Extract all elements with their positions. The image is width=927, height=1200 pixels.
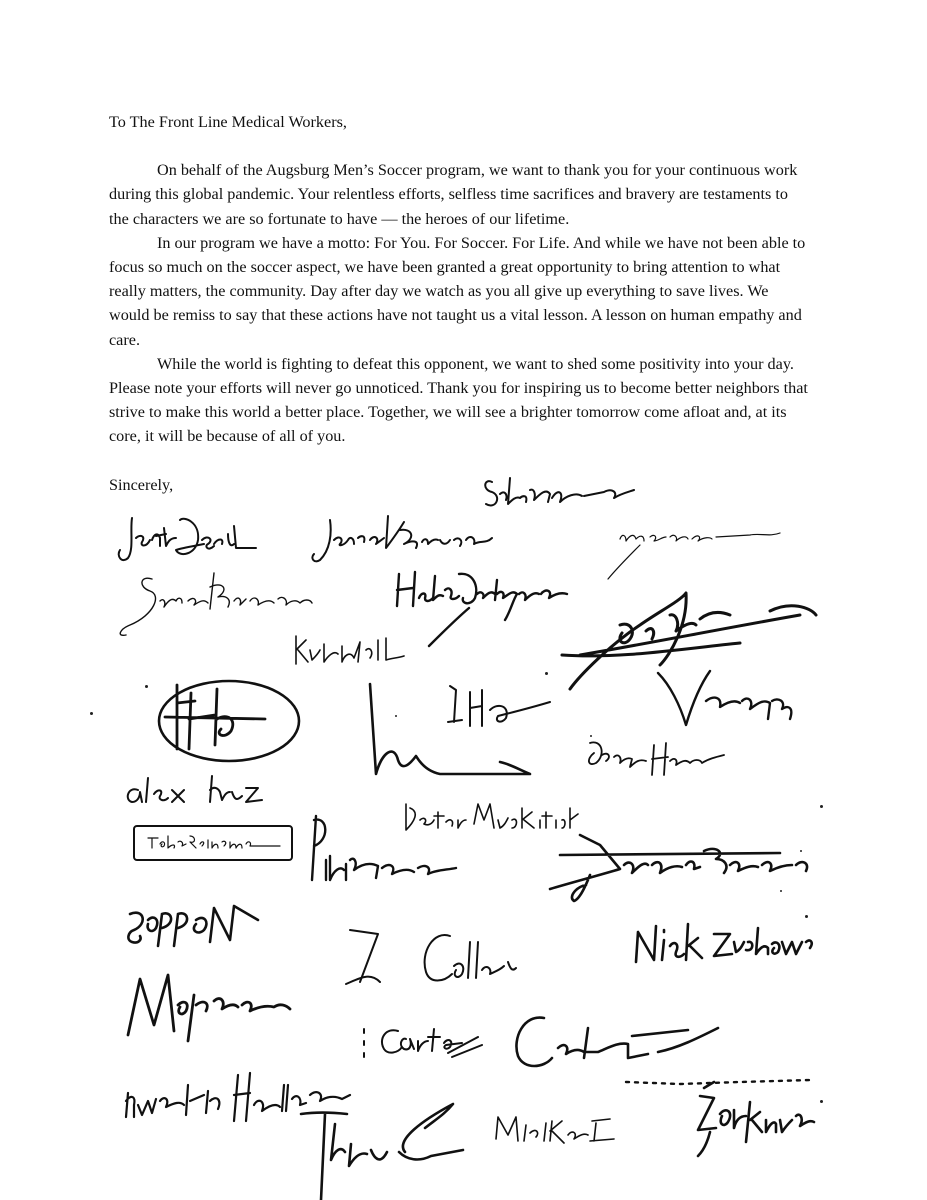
signature-kurt-noll — [290, 628, 420, 668]
closing: Sincerely, — [109, 475, 174, 494]
paragraph-3: While the world is fighting to defeat this opponent, we want to shed some positivity into your day. Please note your efforts will never go unnoticed. Thank you for inspiring us to become better neighbors that strive to make this world a better place. Together, we will see a brighter tomorrow come afloat and, at its core, it will be because of all of you. — [109, 354, 808, 446]
signature-simon-ratstan — [110, 565, 320, 645]
ink-speck — [590, 735, 592, 737]
signature-alex-ruiz — [118, 768, 278, 818]
ink-speck — [145, 685, 148, 688]
signature-nick-zuchowski — [630, 912, 820, 972]
signature-vargas — [650, 665, 800, 745]
signature-bottom-center — [295, 1090, 465, 1200]
ink-speck — [395, 715, 397, 717]
signature-oval-fh — [155, 675, 305, 770]
signature-area — [0, 460, 927, 1200]
paragraph-1: On behalf of the Augsburg Men’s Soccer program, we want to thank you for your continuous work during this global pandemic. Your relentless efforts, selfless time sacrifices and bravery are testaments to the characters we are so fortunate to have — the heroes of our lifetime. — [109, 161, 798, 228]
letter-body — [109, 110, 809, 497]
signature-dean-hume — [582, 735, 732, 785]
paragraph-2: In our program we have a motto: For You. For Soccer. For Life. And while we have not been able to focus so much on the soccer aspect, we have been granted a great opportunity to bring attention to what really matters, the community. Day after day we watch as you all give up everything to save lives. We would be remiss to say that these actions have not taught us a vital lesson. A lesson on human empathy and care. — [109, 233, 806, 349]
ink-speck — [90, 712, 93, 715]
salutation: To The Front Line Medical Workers, — [109, 113, 347, 131]
signature-c-bold — [508, 1008, 728, 1078]
ink-speck — [820, 805, 823, 808]
signature-marcos — [600, 515, 800, 585]
signature-ih — [430, 682, 560, 742]
signature-tall-p — [300, 810, 470, 890]
signature-cole — [340, 922, 540, 997]
signature-jeff-drgel — [110, 510, 280, 570]
signature-samuel-mord — [478, 470, 648, 520]
signature-tobias-reinsma — [130, 822, 300, 864]
ink-speck — [780, 890, 782, 892]
ink-speck — [545, 672, 548, 675]
ink-speck — [820, 1100, 823, 1103]
ink-speck — [805, 915, 808, 918]
ink-speck — [800, 850, 802, 852]
signature-carter — [358, 1015, 488, 1065]
signature-jorge-ramos — [540, 825, 820, 905]
signature-bottom-right — [690, 1080, 820, 1160]
signature-stacked-bottom — [118, 965, 298, 1045]
signature-mike-kari — [490, 1105, 630, 1155]
signature-stacked-top — [118, 900, 268, 970]
